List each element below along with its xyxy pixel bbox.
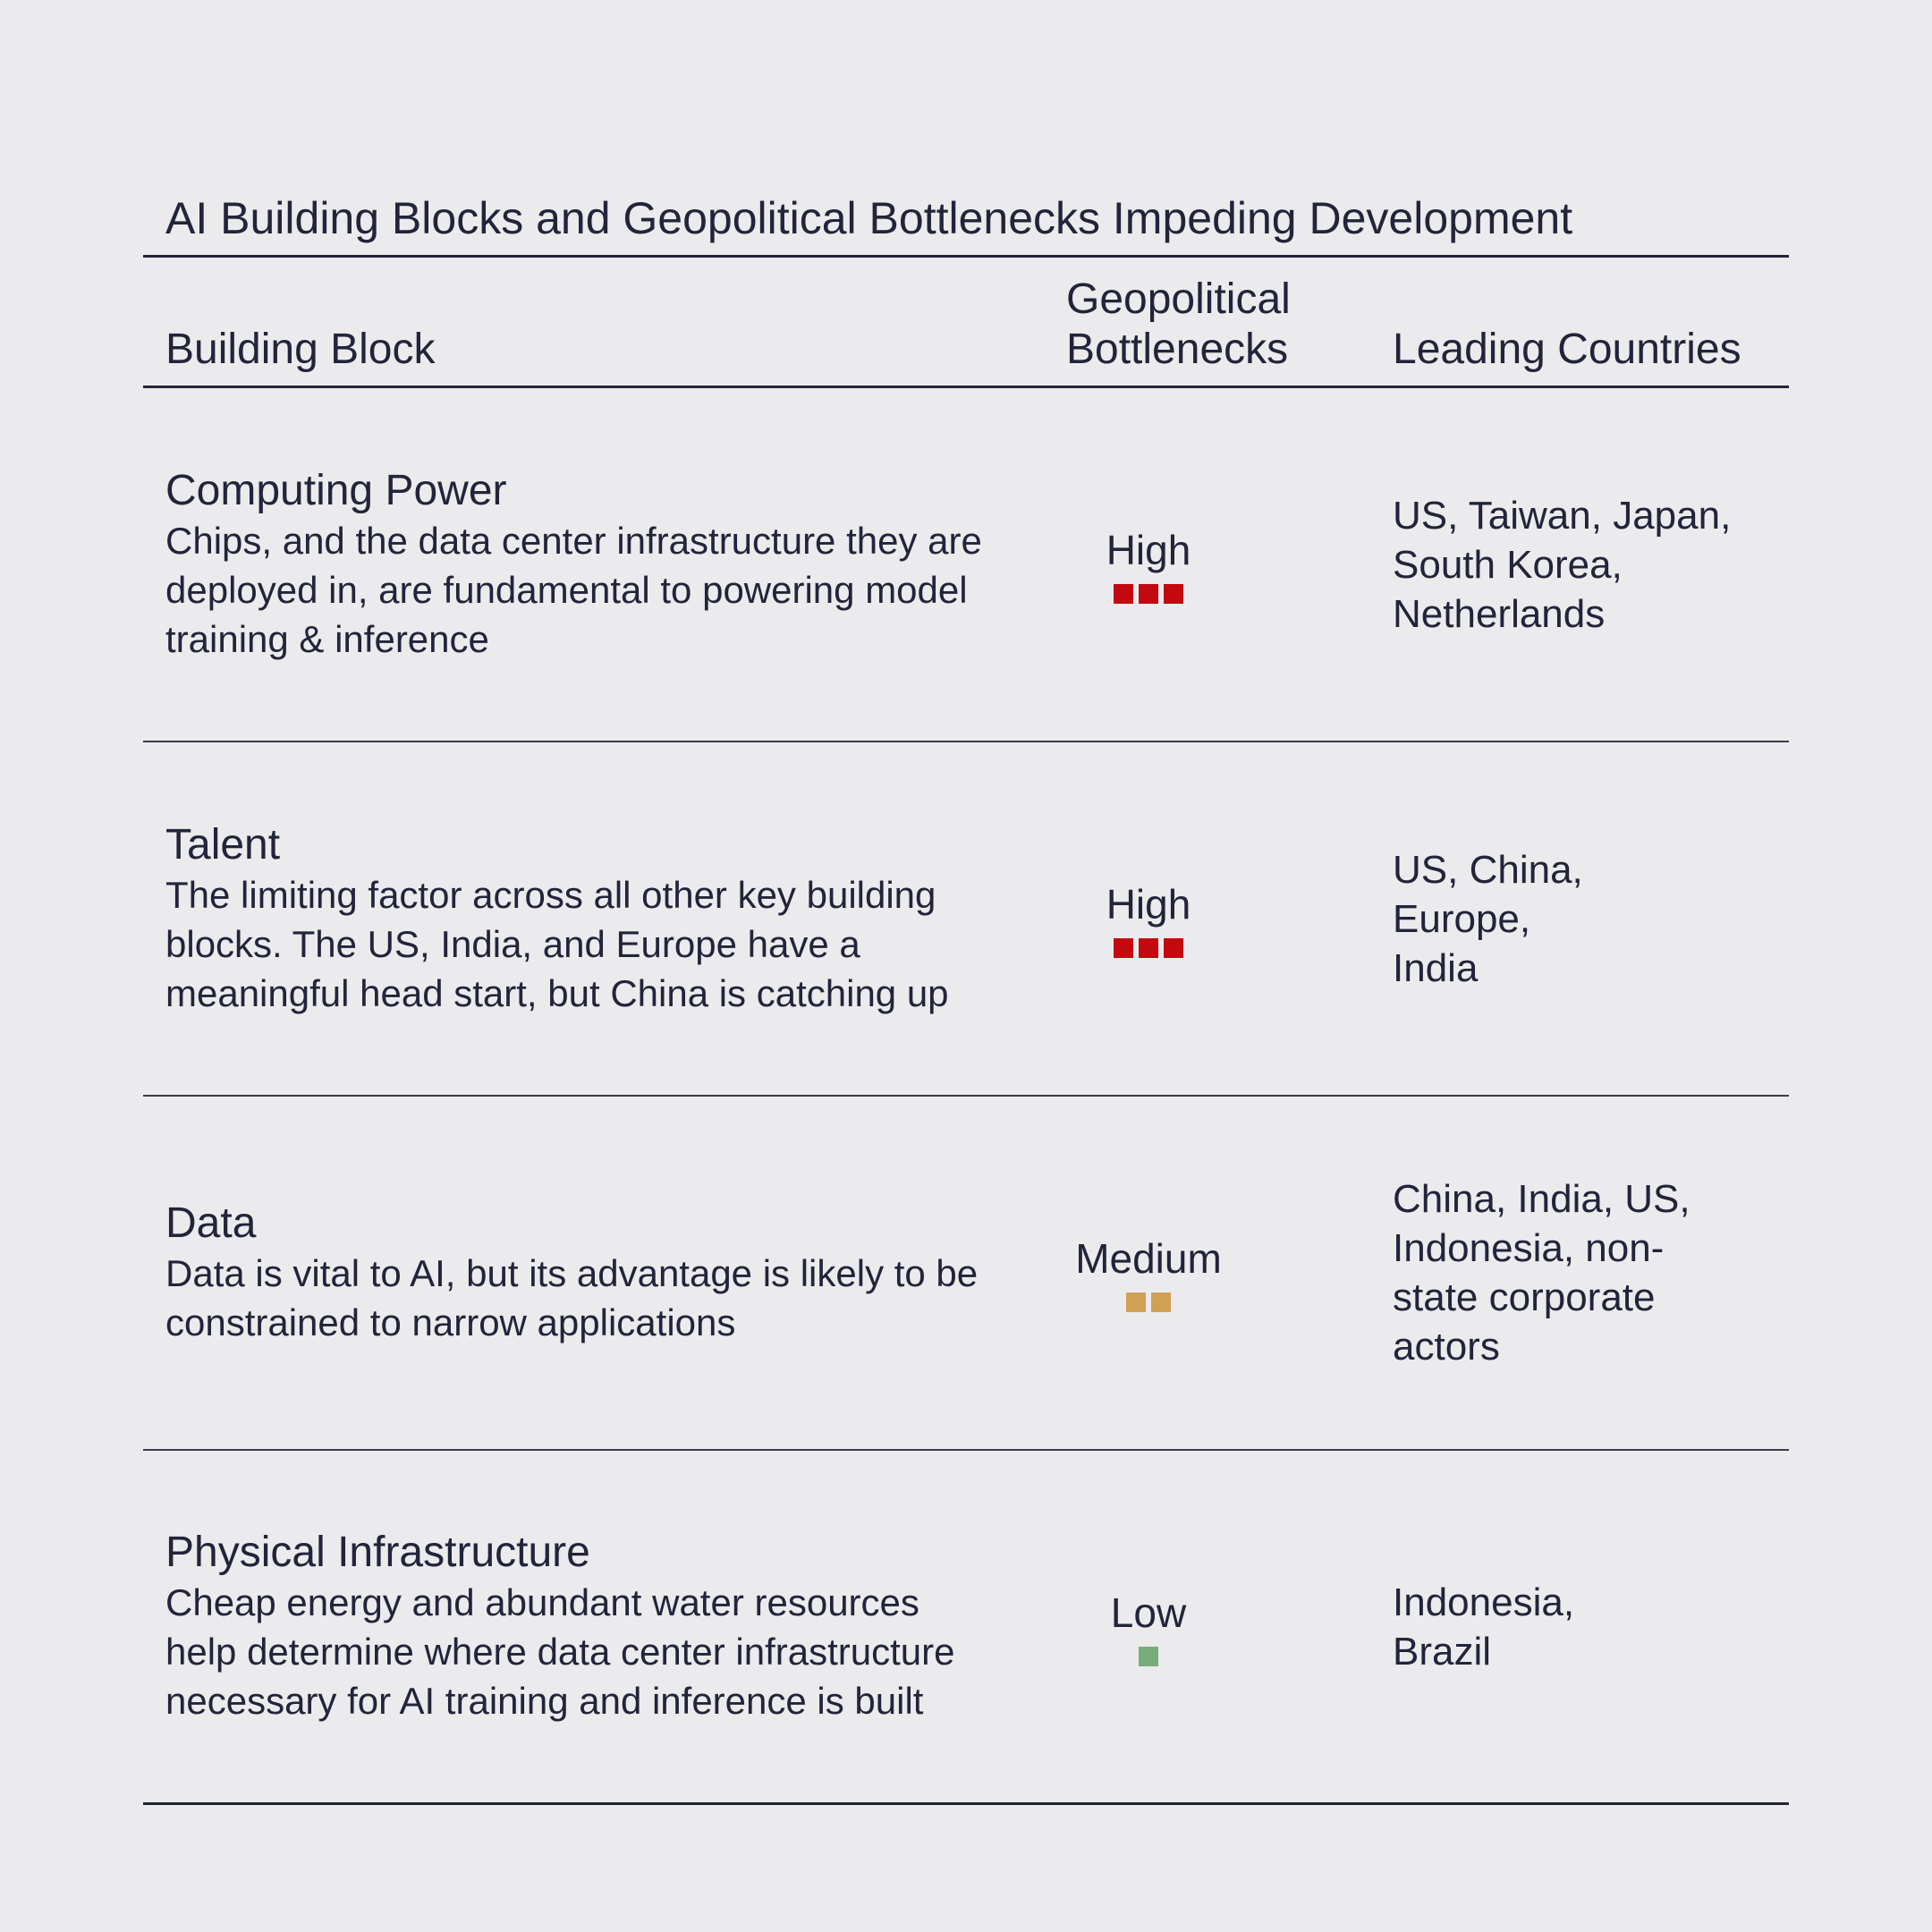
- bottleneck-cell: [1038, 742, 1259, 1095]
- building-block-name: Physical Infrastructure: [165, 1529, 590, 1576]
- building-block-description: Data is vital to AI, but its advantage is likely to be constrained to narrow applications: [165, 1252, 979, 1343]
- bottleneck-level-squares: [1126, 1292, 1171, 1312]
- bottleneck-level: High: [1106, 881, 1191, 928]
- page-title: AI Building Blocks and Geopolitical Bottlenecks Impeding Development: [143, 179, 1789, 258]
- table-row: [143, 742, 1789, 1097]
- building-block-name: Talent: [165, 820, 281, 869]
- level-square: [1164, 938, 1183, 958]
- leading-countries-cell: [1393, 1451, 1786, 1802]
- column-header-building-block: Building Block: [165, 326, 436, 373]
- level-square: [1126, 1292, 1146, 1312]
- building-block-cell: [165, 1097, 997, 1449]
- bottleneck-level: Medium: [1075, 1235, 1222, 1282]
- building-block-cell: [165, 1451, 997, 1802]
- leading-countries: China, India, US, Indonesia, non- state corporate actors: [1393, 1177, 1690, 1368]
- building-block-name: Data: [165, 1199, 257, 1247]
- bottleneck-cell: [1038, 1097, 1259, 1449]
- leading-countries: US, Taiwan, Japan, South Korea, Netherlands: [1393, 493, 1732, 636]
- building-block-description: The limiting factor across all other key building blocks. The US, India, and Europe have a meaningful head start, but China is catching up: [165, 873, 949, 1014]
- bottleneck-level: Low: [1110, 1589, 1187, 1636]
- leading-countries: Indonesia, Brazil: [1393, 1580, 1575, 1674]
- level-square: [1139, 938, 1158, 958]
- column-header-bottlenecks: [1066, 275, 1291, 375]
- leading-countries-cell: [1393, 388, 1786, 741]
- table-row: [143, 1097, 1789, 1451]
- bottleneck-cell: [1038, 388, 1259, 741]
- leading-countries-cell: [1393, 1097, 1786, 1449]
- leading-countries-cell: [1393, 742, 1786, 1095]
- level-square: [1114, 584, 1133, 604]
- bottleneck-cell: [1038, 1451, 1259, 1802]
- level-square: [1114, 938, 1133, 958]
- column-header-leading-countries: Leading Countries: [1393, 326, 1741, 373]
- building-block-name: Computing Power: [165, 466, 507, 514]
- bottleneck-level-squares: [1114, 938, 1183, 958]
- level-square: [1139, 1647, 1158, 1666]
- building-block-description: Chips, and the data center infrastructure they are deployed in, are fundamental to powering model training & inference: [165, 519, 982, 660]
- leading-countries: US, China, Europe, India: [1393, 847, 1583, 990]
- table-row: [143, 1451, 1789, 1805]
- level-square: [1164, 584, 1183, 604]
- building-block-cell: [165, 742, 997, 1095]
- building-block-description: Cheap energy and abundant water resources help determine where data center infrastructure necessary for AI training and inference is built: [165, 1581, 955, 1722]
- bottleneck-level-squares: [1114, 584, 1183, 604]
- column-header-bottlenecks-line1: Geopolitical: [1066, 275, 1291, 323]
- building-block-cell: [165, 388, 997, 741]
- level-square: [1151, 1292, 1171, 1312]
- bottleneck-level: High: [1106, 527, 1191, 573]
- table-header: [143, 258, 1789, 388]
- bottlenecks-table: [143, 179, 1789, 1805]
- bottleneck-level-squares: [1139, 1647, 1158, 1666]
- table-row: [143, 388, 1789, 742]
- level-square: [1139, 584, 1158, 604]
- column-header-bottlenecks-line2: Bottlenecks: [1066, 326, 1289, 373]
